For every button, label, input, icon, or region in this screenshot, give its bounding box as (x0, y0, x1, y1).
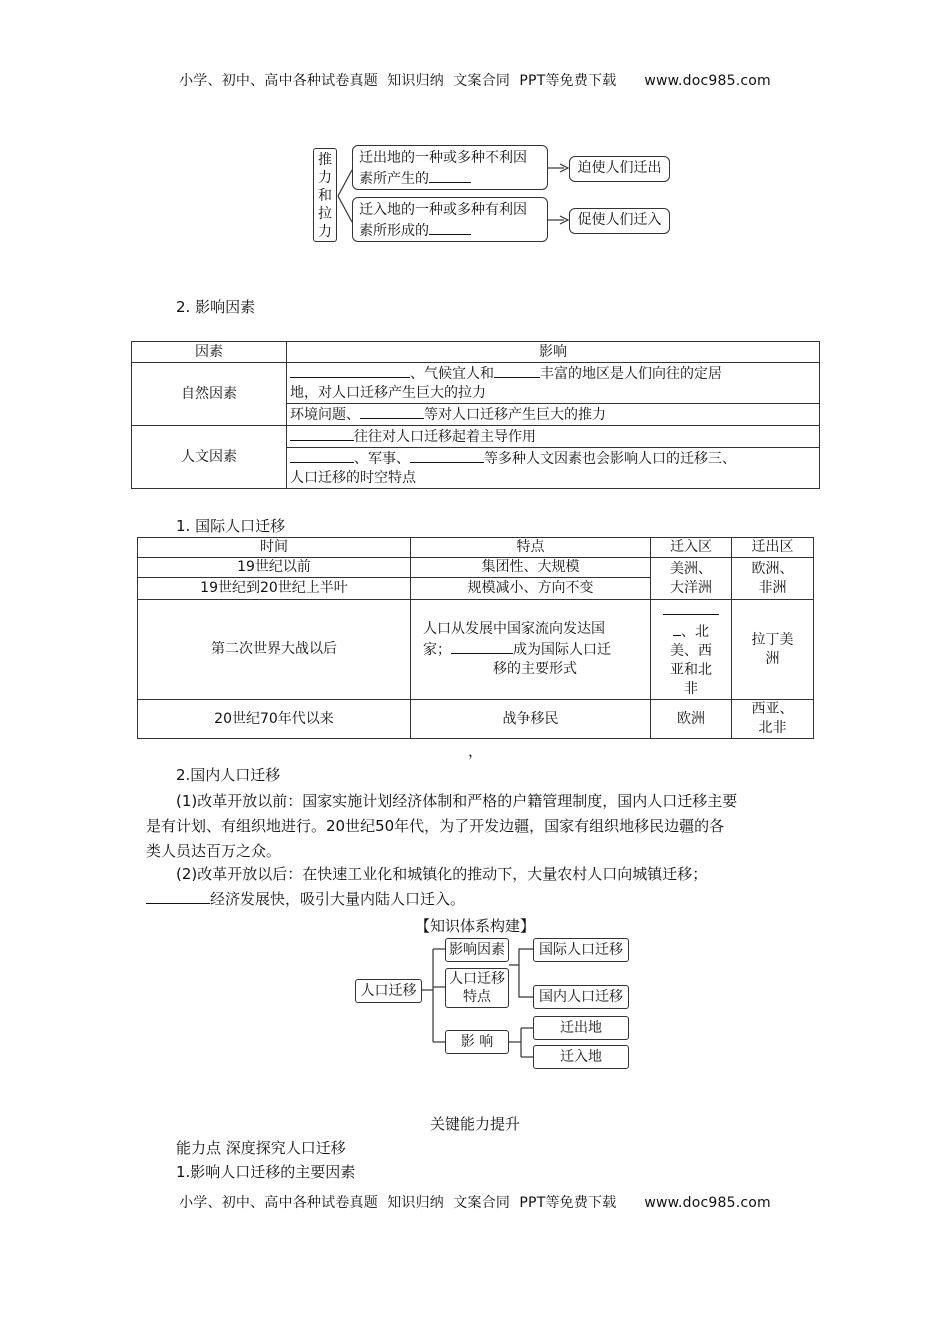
intl-feature-c: 成为国际人口迁 (513, 642, 611, 658)
knowledge-title: 【知识体系构建】 (414, 917, 535, 935)
intl-in-line: 美洲、 (670, 560, 712, 577)
human-r1: 往往对人口迁移起着主导作用 (354, 429, 536, 445)
kb-node-intl (533, 938, 629, 962)
natural-r2pre: 环境问题、 (290, 407, 360, 423)
kb-node-destination (533, 1045, 629, 1069)
kb-factors-label: 影响因素 (449, 942, 505, 958)
domestic-paragraph-1 (146, 789, 816, 864)
ability-title: 关键能力提升 (429, 1115, 520, 1133)
kb-node-origin (533, 1016, 629, 1040)
answer-blank[interactable] (290, 448, 354, 463)
kb-features-label-1: 人口迁移 (449, 971, 505, 987)
push-factor-line1: 迁出地的一种或多种不利因 (359, 150, 527, 166)
answer-blank[interactable] (673, 621, 681, 636)
answer-blank[interactable] (360, 404, 424, 419)
push-result-text: 迫使人们迁出 (577, 160, 662, 176)
table-header-cell: 时间 (138, 538, 411, 558)
answer-blank[interactable] (146, 889, 210, 904)
domestic-p2-l1: (2)改革开放以后：在快速工业化和城镇化的推动下，大量农村人口向城镇迁移； (176, 865, 708, 883)
domestic-p1-l3: 类人员达百万之众。 (146, 842, 282, 860)
answer-blank[interactable] (429, 220, 471, 235)
page-header: 小学、初中、高中各种试卷真题 知识归纳 文案合同 PPT等免费下载 www.doc985.com (179, 73, 771, 89)
push-pull-title-char: 力 (318, 170, 332, 186)
kb-impact-label: 影 响 (460, 1034, 494, 1050)
kb-domestic-label: 国内人口迁移 (539, 989, 623, 1005)
human-r2c: 人口迁移的时空特点 (290, 470, 416, 486)
domestic-p2-l2: 经济发展快，吸引大量内陆人口迁入。 (210, 890, 466, 908)
intl-in-c: 亚和北 (670, 662, 712, 678)
intl-out-b: 洲 (765, 650, 780, 667)
intl-out-cell (732, 558, 814, 600)
ability-item-1: 1.影响人口迁移的主要因素 (176, 1163, 356, 1181)
intl-time-cell: 19世纪到20世纪上半叶 (138, 578, 411, 600)
pull-result-text: 促使人们迁入 (577, 212, 662, 228)
kb-intl-label: 国际人口迁移 (539, 942, 623, 958)
intl-in-cell (651, 558, 732, 600)
natural-r2: 等对人口迁移产生巨大的推力 (424, 407, 606, 423)
table-header-cell: 影响 (287, 342, 820, 363)
human-r2a: 、军事、 (354, 451, 410, 467)
push-pull-title-char: 力 (318, 224, 332, 240)
natural-r1b: 丰富的地区是人们向往的定居 (540, 366, 722, 382)
intl-in-b: 美、西 (670, 643, 712, 659)
pull-factor-box (352, 197, 548, 242)
answer-blank[interactable] (494, 363, 540, 378)
pull-factor-line2: 素所形成的 (359, 223, 429, 239)
intl-feature-cell: 规模减小、方向不变 (411, 578, 651, 600)
kb-node-factors (445, 938, 509, 962)
table-header-cell: 迁出区 (732, 538, 814, 558)
table-header-cell: 因素 (132, 342, 287, 363)
kb-node-root (355, 979, 422, 1003)
intl-in-line: 大洋洲 (670, 579, 712, 596)
push-pull-title-char: 推 (318, 152, 332, 168)
push-pull-title-char: 拉 (318, 206, 332, 222)
domestic-p1-l2: 是有计划、有组织地进行。20世纪50年代，为了开发边疆，国家有组织地移民边疆的各 (146, 817, 725, 835)
intl-out-line: 欧洲、 (751, 560, 794, 577)
answer-blank[interactable] (290, 426, 354, 441)
push-factor-box (352, 145, 548, 190)
kb-features-label-2: 特点 (463, 989, 491, 1005)
natural-factor-impact-2 (287, 404, 820, 426)
intl-out-cell (732, 600, 814, 700)
table-header-cell: 迁入区 (651, 538, 732, 558)
kb-destination-label: 迁入地 (560, 1049, 602, 1065)
kb-node-features (445, 968, 509, 1008)
natural-factor-label: 自然因素 (132, 363, 287, 426)
table-header-cell: 特点 (411, 538, 651, 558)
answer-blank[interactable] (429, 168, 471, 183)
stray-comma: ， (468, 742, 484, 760)
intl-feature-cell: 战争移民 (411, 700, 651, 739)
intl-out-a: 拉丁美 (751, 631, 794, 648)
push-pull-title-box (313, 148, 337, 242)
intl-feature-cell (411, 600, 651, 700)
intl-in-a: 、北 (681, 624, 709, 640)
answer-blank[interactable] (290, 363, 410, 378)
human-factor-impact-2 (287, 448, 820, 489)
intl-feature-a: 人口从发展中国家流向发达国 (423, 621, 605, 637)
answer-blank[interactable] (451, 639, 513, 654)
kb-origin-label: 迁出地 (560, 1020, 602, 1036)
natural-r1c: 地，对人口迁移产生巨大的拉力 (290, 385, 486, 401)
domestic-title: 2.国内人口迁移 (176, 766, 281, 784)
intl-out-line: 非洲 (758, 579, 787, 596)
section-title-factors: 2. 影响因素 (176, 298, 256, 316)
page-footer: 小学、初中、高中各种试卷真题 知识归纳 文案合同 PPT等免费下载 www.doc985.com (179, 1195, 771, 1211)
domestic-paragraph-2 (146, 862, 816, 912)
intl-feature-b: 家； (423, 642, 451, 658)
intl-out-a: 西亚、 (751, 701, 794, 717)
answer-blank[interactable] (663, 600, 719, 615)
kb-node-domestic (533, 985, 629, 1009)
natural-r1a: 、气候宜人和 (410, 366, 494, 382)
push-pull-title-char: 和 (318, 188, 332, 204)
intl-in-d: 非 (684, 681, 698, 697)
intl-out-b: 北非 (758, 720, 787, 736)
intl-in-cell: 欧洲 (651, 700, 732, 739)
intl-migration-table (137, 537, 814, 739)
kb-node-impact (445, 1030, 509, 1054)
domestic-p1-l1: (1)改革开放以前：国家实施计划经济体制和严格的户籍管理制度，国内人口迁移主要 (176, 792, 738, 810)
pull-factor-line1: 迁入地的一种或多种有利因 (359, 202, 527, 218)
intl-time-cell: 第二次世界大战以后 (138, 600, 411, 700)
section-title-intl: 1. 国际人口迁移 (176, 517, 286, 535)
intl-in-cell (651, 600, 732, 700)
intl-time-cell: 20世纪70年代以来 (138, 700, 411, 739)
human-r2b: 等多种人文因素也会影响人口的迁移三、 (484, 451, 736, 467)
ability-point: 能力点 深度探究人口迁移 (176, 1139, 346, 1157)
pull-result-box (569, 208, 670, 234)
push-result-box (569, 156, 670, 182)
natural-factor-impact-1 (287, 363, 820, 404)
intl-feature-d: 移的主要形式 (493, 661, 577, 677)
answer-blank[interactable] (410, 448, 484, 463)
human-factor-impact-1 (287, 426, 820, 448)
intl-out-cell (732, 700, 814, 739)
human-factor-label: 人文因素 (132, 426, 287, 489)
intl-time-cell: 19世纪以前 (138, 558, 411, 578)
push-factor-line2: 素所产生的 (359, 171, 429, 187)
factors-table (131, 341, 820, 489)
intl-feature-cell: 集团性、大规模 (411, 558, 651, 578)
kb-root-label: 人口迁移 (360, 983, 417, 999)
